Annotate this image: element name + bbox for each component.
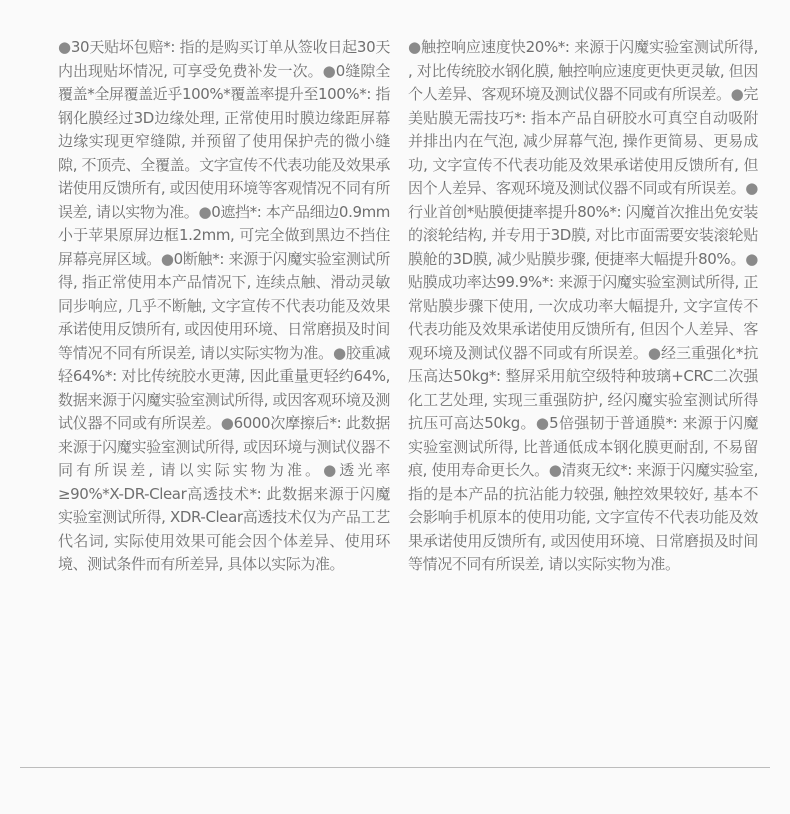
bullet-icon: ●: [323, 461, 340, 479]
disclaimer-item: [408, 38, 758, 103]
bullet-icon: ●: [730, 85, 744, 103]
bullet-icon: ●: [548, 461, 562, 479]
disclaimer-text: 贴膜成功率达99.9%*: 来源于闪魔实验室测试所得, 正常贴膜步骤下使用, 一次成功率大幅提升, 文字宣传不代表功能及效果承诺使用反馈所有, 但因个人差异、客观环境及测试仪器不同或有所误差。: [408, 273, 758, 362]
bullet-icon: ●: [322, 61, 336, 80]
disclaimer-text: 6000次摩擦后*: 此数据来源于闪魔实验室测试所得, 或因环境与测试仪器不同有所误差, 请以实际实物为准。: [58, 414, 390, 479]
bottom-divider: [20, 767, 770, 768]
bullet-icon: ●: [535, 414, 550, 432]
bullet-icon: ●: [198, 202, 212, 221]
disclaimer-text: 0遮挡*: 本产品细边0.9mm小于苹果原屏边框1.2mm, 可完全做到黑边不挡住屏幕亮屏区域。: [58, 202, 391, 268]
disclaimer-text: 触控响应速度快20%*: 来源于闪魔实验室测试所得, , 对比传统胶水钢化膜, 触控响应速度更快更灵敏, 但因个人差异、客观环境及测试仪器不同或有所误差。: [408, 38, 758, 103]
disclaimer-text: 透光率≥90%*X-DR-Clear高透技术*: 此数据来源于闪魔实验室测试所得, XDR-Clear高透技术仅为产品工艺代名词, 实际使用效果可能会因个体差异、使用环境、测试条件而有所差异, 具体以实际为准。: [58, 461, 390, 573]
disclaimer-item: [58, 62, 390, 221]
bullet-icon: ●: [332, 343, 346, 362]
disclaimer-text: 5倍强韧于普通膜*: 来源于闪魔实验室测试所得, 比普通低成本钢化膜更耐刮, 不易留痕, 使用寿命更长久。: [408, 414, 758, 479]
disclaimer-text: 0缝隙全覆盖*全屏覆盖近乎100%*覆盖率提升至100%*: 指钢化膜经过3D边缘处理, 正常使用时膜边缘距屏幕边缘实现更窄缝隙, 并预留了使用保护壳的微小缝隙, 不顶壳、全覆盖。文字宣传不代表功能及效果承诺使用反馈所有, 或因使用环境等客观情况不同有所误差, 请以实物为准。: [58, 61, 390, 221]
bullet-icon: ●: [745, 249, 758, 268]
disclaimer-text: 胶重减轻64%*: 对比传统胶水更薄, 因此重量更轻约64%, 数据来源于闪魔实验室测试所得, 或因客观环境及测试仪器不同或有所误差。: [58, 343, 390, 432]
bullet-icon: ●: [58, 38, 71, 56]
disclaimer-columns: [58, 36, 758, 577]
bullet-icon: ●: [745, 179, 758, 197]
disclaimer-text: 行业首创*贴膜便捷率提升80%*: 闪魔首次推出免安装的滚轮结构, 并专用于3D膜, 对比市面需要安装滚轮贴膜舱的3D膜, 减少贴膜步骤, 便捷率大幅提升80%。: [408, 202, 758, 268]
disclaimer-text: 30天贴坏包赔*: 指的是购买订单从签收日起30天内出现贴坏情况, 可享受免费补发一次。: [58, 38, 390, 80]
disclaimer-text: 经三重强化*抗压高达50kg*: 整屏采用航空级特种玻璃+CRC二次强化工艺处理, 实现三重强防护, 经闪魔实验室测试所得抗压可高达50kg。: [408, 343, 758, 432]
bullet-icon: ●: [408, 38, 422, 56]
bullet-icon: ●: [647, 343, 661, 362]
disclaimer-text: 0断触*: 来源于闪魔实验室测试所得, 指正常使用本产品情况下, 连续点触、滑动灵敏同步响应, 几乎不断触, 文字宣传不代表功能及效果承诺使用反馈所有, 或因使用环境、日常磨损及时间等情况不同有所误差, 请以实际实物为准。: [58, 249, 390, 362]
left-disclaimer-column: [58, 36, 390, 577]
bullet-icon: ●: [160, 249, 174, 268]
bullet-icon: ●: [220, 414, 234, 432]
disclaimer-text: 清爽无纹*: 来源于闪魔实验室, 指的是本产品的抗沾能力较强, 触控效果较好, 基本不会影响手机原本的使用功能, 文字宣传不代表功能及效果承诺使用反馈所有, 或因使用环境、日常磨损及时间等情况不同有所误差, 请以实际实物为准。: [408, 461, 758, 573]
disclaimer-text: 完美贴膜无需技巧*: 指本产品自研胶水可真空自动吸附并排出内在气泡, 减少屏幕气泡, 操作更简易、更易成功, 文字宣传不代表功能及效果承诺使用反馈所有, 但因个人差异、客观环境及测试仪器不同或有所误差。: [408, 85, 758, 197]
right-disclaimer-column: [408, 36, 758, 577]
